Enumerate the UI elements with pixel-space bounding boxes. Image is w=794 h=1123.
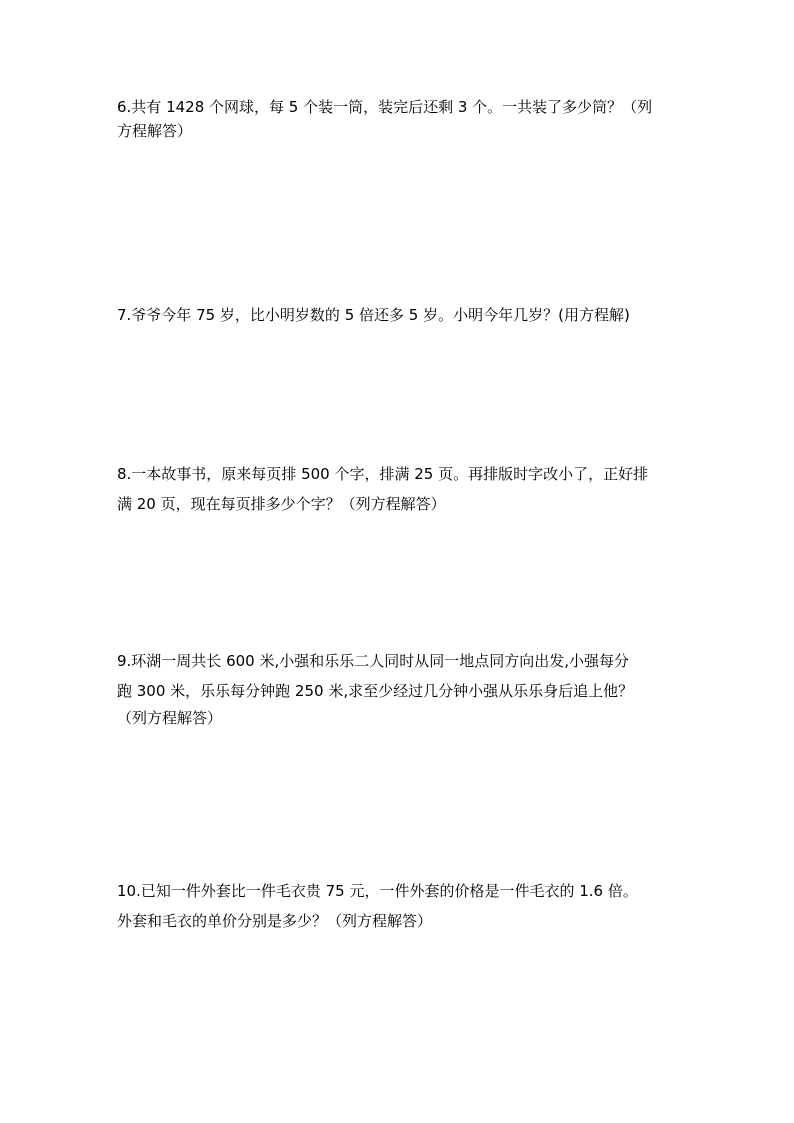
question-text-line: （列方程解答） (117, 709, 223, 727)
question-text-line: 满 20 页，现在每页排多少个字？（列方程解答） (117, 495, 446, 513)
question-text-line: 外套和毛衣的单价分别是多少？（列方程解答） (117, 912, 433, 930)
question-text-line: 9.环湖一周共长 600 米,小强和乐乐二人同时从同一地点同方向出发,小强每分 (117, 652, 630, 670)
question-9 (117, 646, 689, 730)
question-7 (117, 303, 689, 327)
question-text-line: 6.共有 1428 个网球，每 5 个装一筒，装完后还剩 3 个。一共装了多少筒？（列 (117, 98, 653, 116)
question-text-line: 10.已知一件外套比一件毛衣贵 75 元，一件外套的价格是一件毛衣的 1.6 倍。 (117, 882, 638, 900)
question-8 (117, 459, 689, 519)
question-text-line: 跑 300 米，乐乐每分钟跑 250 米,求至少经过几分钟小强从乐乐身后追上他？ (117, 682, 634, 700)
question-6 (117, 95, 689, 143)
question-text-line: 方程解答） (117, 122, 193, 140)
question-10 (117, 876, 689, 936)
question-text-line: 7.爷爷今年 75 岁，比小明岁数的 5 倍还多 5 岁。小明今年几岁？(用方程解) (117, 306, 630, 324)
question-text-line: 8.一本故事书，原来每页排 500 个字，排满 25 页。再排版时字改小了，正好排 (117, 465, 649, 483)
